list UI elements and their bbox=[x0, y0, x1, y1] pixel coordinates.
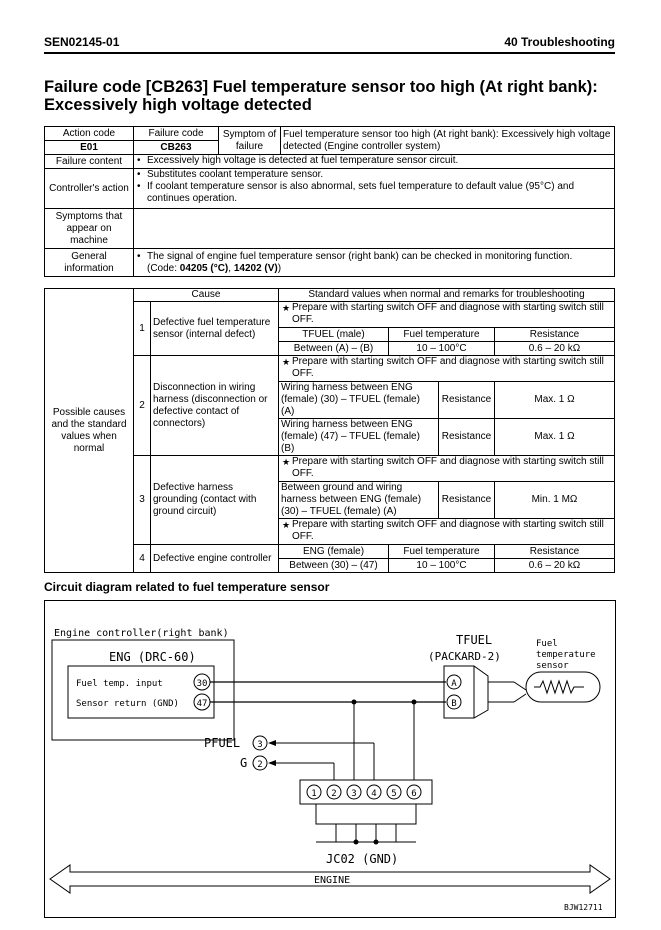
failure-code-value: CB263 bbox=[134, 141, 219, 155]
pin-b: B bbox=[451, 699, 457, 709]
cause2-r1: Wiring harness between ENG (female) (30) – TFUEL (female) (A) bbox=[279, 382, 439, 419]
cause2-no: 2 bbox=[134, 356, 151, 456]
cause1-col3: Resistance bbox=[495, 328, 615, 342]
monitor-code-2: 14202 (V) bbox=[233, 262, 278, 274]
eng-inner-box bbox=[68, 666, 214, 718]
eng-label: ENG (DRC-60) bbox=[109, 650, 196, 664]
symptom-label: Symptom of failure bbox=[219, 127, 281, 155]
cause-header: Cause bbox=[134, 289, 279, 302]
sensor-label-1: Fuel bbox=[536, 639, 558, 649]
pfuel-arrow bbox=[268, 740, 276, 746]
pfuel-label: PFUEL bbox=[204, 736, 241, 750]
symptoms-machine-empty bbox=[134, 209, 615, 249]
cause1-v1: Between (A) – (B) bbox=[279, 342, 389, 356]
cause2-r1-value: Max. 1 Ω bbox=[495, 382, 615, 419]
cause4-v1: Between (30) – (47) bbox=[279, 559, 389, 573]
monitor-code-1: 04205 (°C) bbox=[179, 262, 229, 274]
sensor-return-label: Sensor return (GND) bbox=[76, 699, 179, 709]
cause1-v2: 10 – 100°C bbox=[389, 342, 495, 356]
cause4-v3: 0.6 – 20 kΩ bbox=[495, 559, 615, 573]
cause3-r1-label: Resistance bbox=[439, 482, 495, 519]
cause4-col3: Resistance bbox=[495, 545, 615, 559]
figure-code: BJW12711 bbox=[564, 903, 603, 912]
pin-47: 47 bbox=[196, 699, 208, 709]
circuit-diagram bbox=[44, 600, 616, 918]
controller-action-label: Controller's action bbox=[45, 169, 134, 209]
controller-label: Engine controller(right bank) bbox=[54, 628, 229, 639]
jc02-pin-3: 3 bbox=[351, 789, 357, 799]
g-label: G bbox=[240, 756, 248, 770]
cause1-prepare: ★ Prepare with starting switch OFF and diagnose with starting switch still OFF. bbox=[281, 302, 612, 326]
symptoms-machine-label: Symptoms that appear on machine bbox=[45, 209, 134, 249]
cause3-prepare-2: ★ Prepare with starting switch OFF and diagnose with starting switch still OFF. bbox=[281, 519, 612, 543]
cause4-desc: Defective engine controller bbox=[151, 545, 279, 573]
junction-2 bbox=[412, 700, 417, 705]
sensor-label-2: temperature bbox=[536, 650, 596, 660]
cause3-desc: Defective harness grounding (contact with ground circuit) bbox=[151, 456, 279, 545]
cause3-r1: Between ground and wiring harness between ENG (female) (30) – TFUEL (female) (A) bbox=[279, 482, 439, 519]
doc-id: SEN02145-01 bbox=[44, 35, 120, 49]
pin-30: 30 bbox=[196, 679, 208, 689]
jc02-pin-4: 4 bbox=[371, 789, 377, 799]
diagram-frame bbox=[45, 601, 616, 918]
cause1-col1: TFUEL (male) bbox=[279, 328, 389, 342]
jc02-pin-1: 1 bbox=[311, 789, 317, 799]
cause1-desc: Defective fuel temperature sensor (internal defect) bbox=[151, 302, 279, 356]
cause4-no: 4 bbox=[134, 545, 151, 573]
cause2-r2-value: Max. 1 Ω bbox=[495, 419, 615, 456]
cause4-col2: Fuel temperature bbox=[389, 545, 495, 559]
info-table bbox=[44, 126, 615, 277]
pfuel-pin: 3 bbox=[257, 740, 263, 750]
fuel-temp-input-label: Fuel temp. input bbox=[76, 679, 163, 689]
cause3-r1-value: Min. 1 MΩ bbox=[495, 482, 615, 519]
jc02-pin-2: 2 bbox=[331, 789, 337, 799]
jc02-label: JC02 (GND) bbox=[326, 852, 399, 866]
code-suffix: ) bbox=[277, 262, 282, 274]
cause3-no: 3 bbox=[134, 456, 151, 545]
cause1-col2: Fuel temperature bbox=[389, 328, 495, 342]
g-arrow bbox=[268, 760, 276, 766]
g-pin: 2 bbox=[257, 760, 263, 770]
cause4-v2: 10 – 100°C bbox=[389, 559, 495, 573]
tfuel-label: TFUEL bbox=[456, 633, 493, 647]
cause1-v3: 0.6 – 20 kΩ bbox=[495, 342, 615, 356]
failure-content-text: • Excessively high voltage is detected at fuel temperature sensor circuit. bbox=[136, 155, 612, 167]
general-info-sentence: The signal of engine fuel temperature sensor (right bank) can be checked in monitoring function. bbox=[147, 250, 573, 262]
action-code-value: E01 bbox=[45, 141, 134, 155]
controller-action-2: • If coolant temperature sensor is also abnormal, sets fuel temperature to default value (95°C) and continues operation. bbox=[136, 181, 612, 205]
cause1-no: 1 bbox=[134, 302, 151, 356]
cause4-col1: ENG (female) bbox=[279, 545, 389, 559]
cause-table bbox=[44, 288, 615, 573]
general-info-label: General information bbox=[45, 249, 134, 277]
cause2-desc: Disconnection in wiring harness (disconnection or defective contact of connectors) bbox=[151, 356, 279, 456]
tfuel-connector bbox=[444, 666, 488, 718]
cause2-prepare: ★ Prepare with starting switch OFF and diagnose with starting switch still OFF. bbox=[281, 356, 612, 380]
jc02-base bbox=[316, 804, 416, 824]
possible-causes-label: Possible causes and the standard values when normal bbox=[45, 289, 134, 573]
failure-code-label: Failure code bbox=[134, 127, 219, 141]
symptom-text: Fuel temperature sensor too high (At right bank): Excessively high voltage detected (Engine controller system) bbox=[281, 127, 615, 155]
cause3-prepare-1: ★ Prepare with starting switch OFF and diagnose with starting switch still OFF. bbox=[281, 456, 612, 480]
section-title: 40 Troubleshooting bbox=[504, 35, 615, 49]
engine-label: ENGINE bbox=[314, 875, 351, 886]
junction-1 bbox=[352, 700, 357, 705]
sensor-wire-3 bbox=[514, 682, 526, 690]
cause2-r2-label: Resistance bbox=[439, 419, 495, 456]
code-sep: , bbox=[228, 262, 234, 274]
cause2-r2: Wiring harness between ENG (female) (47) – TFUEL (female) (B) bbox=[279, 419, 439, 456]
circuit-title: Circuit diagram related to fuel temperature sensor bbox=[44, 580, 330, 594]
tfuel-sub-label: (PACKARD-2) bbox=[428, 650, 501, 663]
general-info-text bbox=[136, 251, 612, 275]
page-title: Failure code [CB263] Fuel temperature sensor too high (At right bank): Excessively high voltage detected bbox=[44, 78, 598, 114]
sensor-label-3: sensor bbox=[536, 661, 569, 671]
standard-header: Standard values when normal and remarks for troubleshooting bbox=[279, 289, 615, 302]
resistor-icon bbox=[534, 681, 584, 693]
code-prefix: (Code: bbox=[147, 262, 180, 274]
jc02-pin-6: 6 bbox=[411, 789, 417, 799]
jc02-pin-5: 5 bbox=[391, 789, 397, 799]
pin-a: A bbox=[451, 679, 457, 689]
cause2-r1-label: Resistance bbox=[439, 382, 495, 419]
header-rule bbox=[44, 52, 615, 54]
junction-3 bbox=[354, 840, 359, 845]
action-code-label: Action code bbox=[45, 127, 134, 141]
junction-4 bbox=[374, 840, 379, 845]
sensor-wire-4 bbox=[514, 694, 526, 702]
failure-content-label: Failure content bbox=[45, 155, 134, 169]
controller-action-1: • Substitutes coolant temperature sensor. bbox=[136, 169, 612, 181]
jc02-pins bbox=[307, 785, 421, 799]
